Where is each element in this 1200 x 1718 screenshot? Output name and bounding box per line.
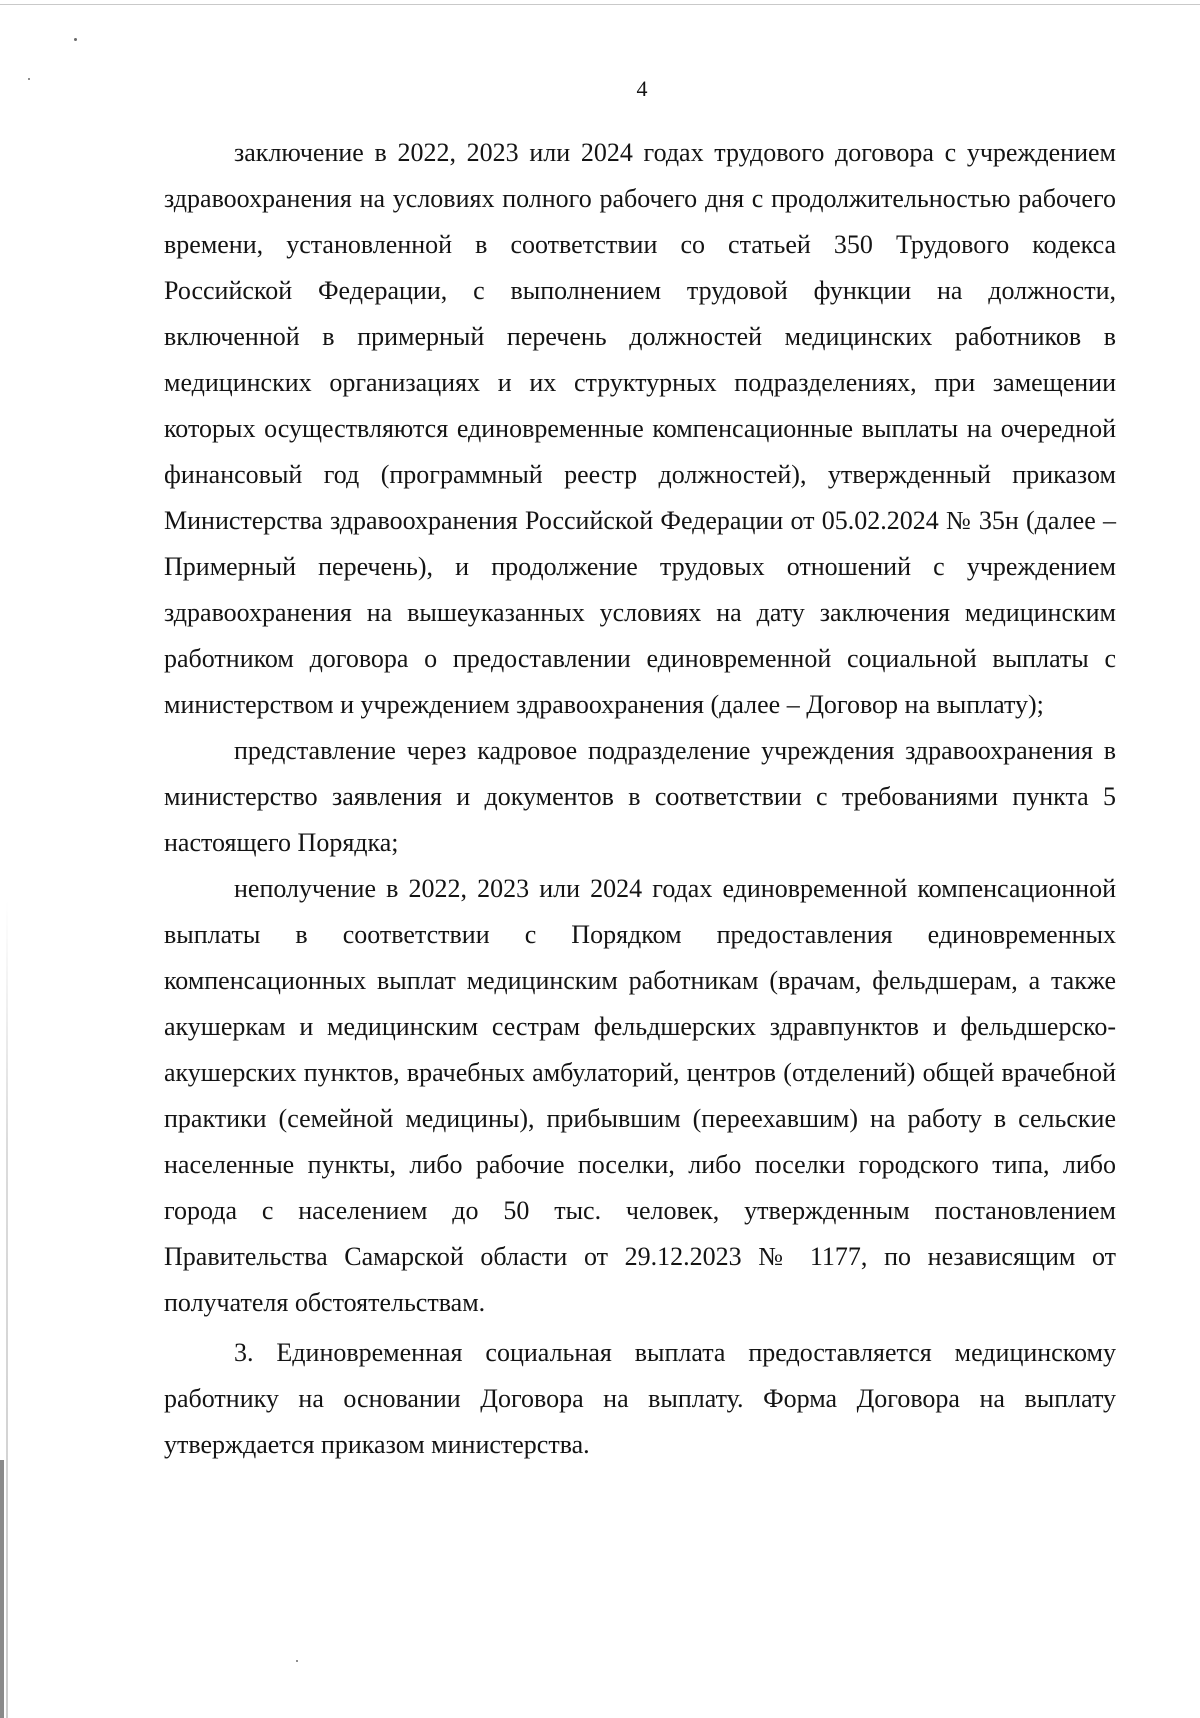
scan-artifact-top-line	[0, 4, 1200, 5]
scan-artifact-left-edge	[6, 900, 8, 1718]
scan-speck	[74, 38, 77, 41]
scan-artifact-left-bar	[0, 1460, 4, 1718]
scan-speck	[296, 1660, 298, 1662]
page-number: 4	[636, 76, 648, 101]
paragraph-submission-of-documents: представление через кадровое подразделение учреждения здравоохранения в министерство заявления и документов в соответствии с требованиями пункта 5 настоящего Порядка;	[164, 736, 1116, 857]
paragraph-non-receipt-of-payment: неполучение в 2022, 2023 или 2024 годах единовременной компенсационной выплаты в соответствии с Порядком предоставления единовременных компенсационных выплат медицинским работникам (врачам, фельдшерам, а также акушеркам и медицинским сестрам фельдшерских здравпунктов и фельдшерско-акушерских пунктов, врачебных амбулаторий, центров (отделений) общей врачебной практики (семейной медицины), прибывшим (переехавшим) на работу в сельские населенные пункты, либо рабочие поселки, либо поселки городского типа, либо города с населением до 50 тыс. человек, утвержденным постановлением Правительства Самарской области от 29.12.2023 № 1177, по независящим от получателя обстоятельствам.	[164, 874, 1116, 1317]
paragraph-conclusion-of-contract: заключение в 2022, 2023 или 2024 годах трудового договора с учреждением здравоохранения на условиях полного рабочего дня с продолжительностью рабочего времени, установленной в соответствии со статьей 350 Трудового кодекса Российской Федерации, с выполнением трудовой функции на должности, включенной в примерный перечень должностей медицинских работников в медицинских организациях и их структурных подразделениях, при замещении которых осуществляются единовременные компенсационные выплаты на очередной финансовый год (программный реестр должностей), утвержденный приказом Министерства здравоохранения Российской Федерации от 05.02.2024 № 35н (далее – Примерный перечень), и продолжение трудовых отношений с учреждением здравоохранения на вышеуказанных условиях на дату заключения медицинским работником договора о предоставлении единовременной социальной выплаты с министерством и учреждением здравоохранения (далее – Договор на выплату);	[164, 138, 1116, 719]
paragraph-item-3: 3. Единовременная социальная выплата предоставляется медицинскому работнику на основании Договора на выплату. Форма Договора на выплату утверждается приказом министерства.	[164, 1338, 1116, 1459]
document-body	[164, 130, 1116, 1468]
